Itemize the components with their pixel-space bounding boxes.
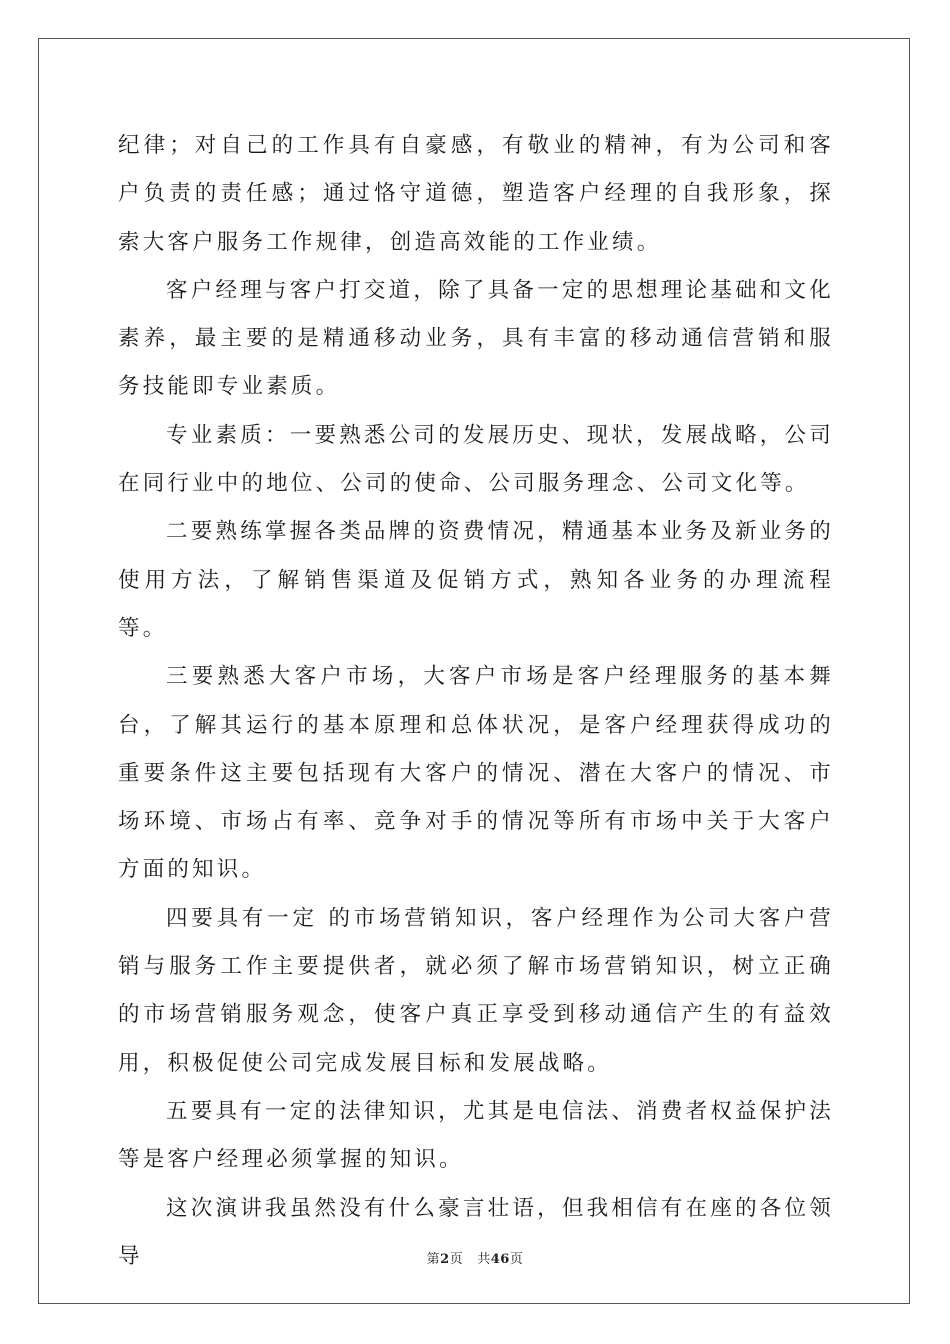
paragraph-requirement-two: 二要熟练掌握各类品牌的资费情况，精通基本业务及新业务的使用方法，了解销售渠道及促销方式，熟知各业务的办理流程等。 bbox=[118, 519, 834, 641]
document-body bbox=[118, 122, 834, 1281]
page-prefix: 第 bbox=[426, 1252, 441, 1267]
paragraph-continuation: 纪律；对自己的工作具有自豪感，有敬业的精神，有为公司和客户负责的责任感；通过恪守道德，塑造客户经理的自我形象，探索大客户服务工作规律，创造高效能的工作业绩。 bbox=[118, 133, 834, 255]
paragraph-requirement-one: 专业素质：一要熟悉公司的发展历史、现状，发展战略，公司在同行业中的地位、公司的使命、公司服务理念、公司文化等。 bbox=[118, 422, 834, 497]
paragraph-requirement-five: 五要具有一定的法律知识，尤其是电信法、消费者权益保护法等是客户经理必须掌握的知识。 bbox=[118, 1098, 834, 1173]
total-prefix: 共 bbox=[477, 1252, 491, 1267]
page-number: 2 bbox=[440, 1252, 450, 1267]
paragraph-requirement-four: 四要具有一定 的市场营销知识，客户经理作为公司大客户营销与服务工作主要提供者，就必须了解市场营销知识，树立正确的市场营销服务观念，使客户真正享受到移动通信产生的有益效用，积极促使公司完成发展目标和发展战略。 bbox=[118, 905, 834, 1076]
page-suffix: 页 bbox=[449, 1252, 464, 1267]
total-suffix: 页 bbox=[509, 1252, 524, 1267]
paragraph-requirement-three: 三要熟悉大客户市场，大客户市场是客户经理服务的基本舞台，了解其运行的基本原理和总体状况，是客户经理获得成功的重要条件这主要包括现有大客户的情况、潜在大客户的情况、市场环境、市场占有率、竞争对手的情况等所有市场中关于大客户方面的知识。 bbox=[118, 664, 834, 883]
paragraph-closing: 这次演讲我虽然没有什么豪言壮语，但我相信有在座的各位领导 bbox=[118, 1195, 834, 1269]
paragraph-professional-quality-intro: 客户经理与客户打交道，除了具备一定的思想理论基础和文化素养，最主要的是精通移动业务，具有丰富的移动通信营销和服务技能即专业素质。 bbox=[118, 277, 834, 400]
page-footer bbox=[0, 1248, 950, 1267]
total-pages: 46 bbox=[490, 1252, 510, 1267]
